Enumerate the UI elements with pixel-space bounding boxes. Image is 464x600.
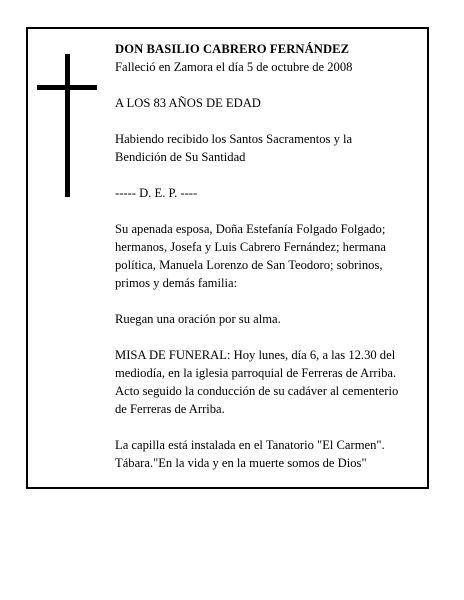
sacraments-paragraph [115,130,427,166]
mass-paragraph [115,346,427,418]
dep-line: ----- D. E. P. ---- [115,186,198,200]
death-line: Falleció en Zamora el día 5 de octubre de 2008 [115,60,353,74]
sacraments-line: Bendición de Su Santidad [115,150,246,164]
deceased-name-block [115,40,427,58]
family-line: primos y demás familia: [115,276,238,290]
dep-paragraph [115,184,427,202]
mass-line: mediodía, en la iglesia parroquial de Ferreras de Arriba. [115,366,397,380]
family-line: hermanos, Josefa y Luis Cabrero Fernández; hermana [115,240,387,254]
cross-vertical-bar [65,54,70,197]
deceased-name: DON BASILIO CABRERO FERNÁNDEZ [115,42,350,56]
sacraments-line: Habiendo recibido los Santos Sacramentos y la [115,132,353,146]
prayer-line: Ruegan una oración por su alma. [115,312,281,326]
prayer-paragraph [115,310,427,328]
family-line: Su apenada esposa, Doña Estefanía Folgado Folgado; [115,222,386,236]
family-line: política, Manuela Lorenzo de San Teodoro; sobrinos, [115,258,383,272]
death-info [115,58,427,76]
mass-line: Acto seguido la conducción de su cadáver al cementerio [115,384,399,398]
age-line: A LOS 83 AÑOS DE EDAD [115,96,261,110]
mass-line: MISA DE FUNERAL: Hoy lunes, día 6, a las 12.30 del [115,348,396,362]
mass-line: de Ferreras de Arriba. [115,402,225,416]
chapel-line: Tábara."En la vida y en la muerte somos de Dios" [115,456,367,470]
chapel-line: La capilla está instalada en el Tanatorio "El Carmen". [115,438,385,452]
chapel-paragraph [115,436,427,472]
obituary-text [115,40,427,472]
family-paragraph [115,220,427,292]
age-paragraph [115,94,427,112]
cross-horizontal-bar [37,85,97,90]
